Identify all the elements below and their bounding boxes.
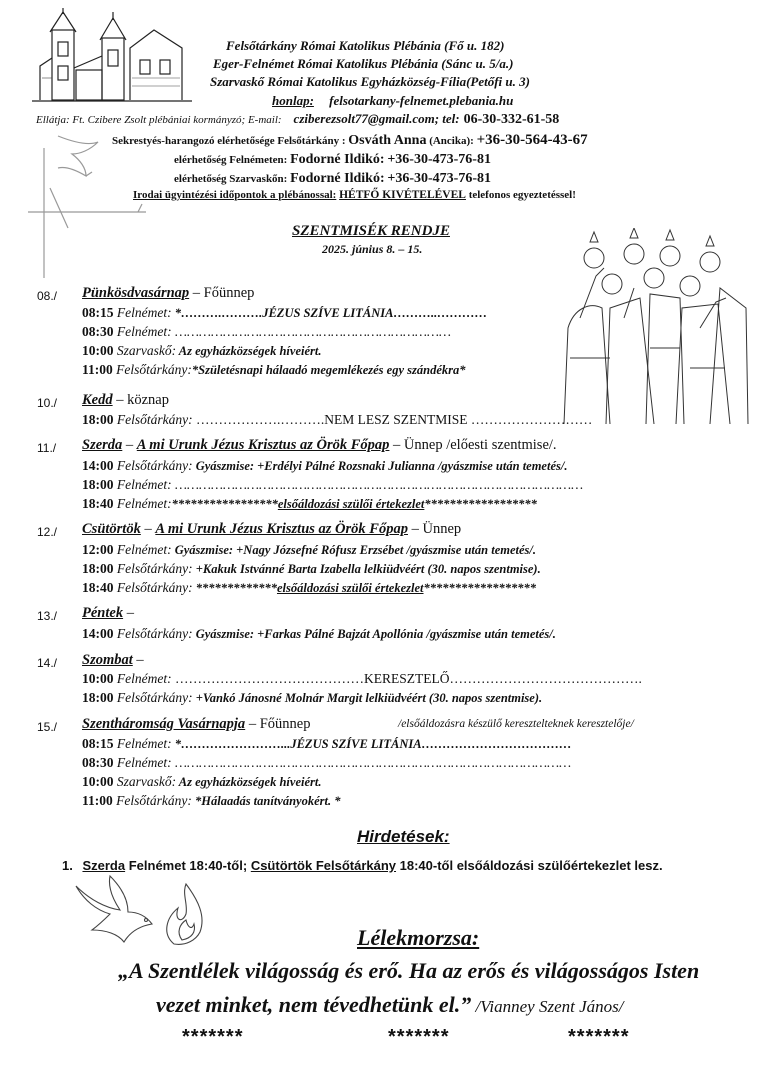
announcements-title: Hirdetések: [357, 827, 450, 846]
day-name: Péntek [82, 605, 124, 621]
day-name: Pünkösdvasárnap [82, 285, 190, 301]
mass-entry [82, 458, 567, 474]
mass-place: Felnémet: [113, 671, 172, 686]
sacristan-line [112, 132, 588, 149]
mass-intention: Gyászmise: +Farkas Pálné Bajzát Apollónia /gyászmise után temetés/. [192, 627, 556, 641]
day-rank: – [123, 605, 134, 621]
felnemet-contact-line [174, 152, 491, 168]
mass-intention: ……………………………………………………………………………………… [171, 755, 572, 770]
mass-place: Felnémet: [113, 736, 172, 751]
day-title [82, 521, 461, 538]
day-feast: A mi Urunk Jézus Krisztus az Örök Főpap [155, 521, 408, 537]
mass-time: 14:00 [82, 626, 114, 641]
phone-text: 06-30-332-61-58 [463, 112, 560, 127]
stars-divider: ******* [182, 1026, 244, 1048]
mass-place: Felnémet: [113, 755, 172, 770]
quote-text: vezet minket, nem tévedhetünk el.” [156, 992, 472, 1017]
day-title [82, 285, 254, 302]
day-rank: – köznap [112, 392, 169, 408]
announcement-item [62, 858, 663, 873]
day-name: Szentháromság Vasárnapja [82, 716, 246, 732]
day-name: Csütörtök [82, 521, 141, 537]
stars-divider: ******* [388, 1026, 450, 1048]
mass-time: 18:00 [82, 690, 114, 705]
mass-time: 18:00 [82, 412, 114, 427]
mass-intention: *……….……….JÉZUS SZÍVE LITÁNIA………..………… [171, 306, 488, 320]
office-hours-note: telefonos egyeztetéssel! [468, 189, 576, 201]
pentecost-apostles-illustration [550, 228, 750, 424]
baptism-note: /elsőáldozásra készülő keresztelteknek keresztelője/ [398, 718, 634, 730]
mass-intention: Gyászmise: +Nagy Józsefné Rófusz Erzsébet /gyászmise után temetés/. [171, 543, 536, 557]
mass-entry [82, 305, 487, 321]
mass-time: 11:00 [82, 362, 113, 377]
mass-stars: ****************** [424, 497, 537, 511]
mass-intention: ……………….……….NEM LESZ SZENTMISE ……………………… [192, 412, 593, 427]
parish-line-2: Eger-Felnémet Római Katolikus Plébánia (Sánc u. 5/a.) [213, 56, 514, 71]
mass-intention: *……………………...JÉZUS SZÍVE LITÁNIA……………………………… [171, 737, 572, 751]
sacristan-nickname: (Ancika): [429, 135, 474, 147]
day-rank: – Főünnep [245, 716, 311, 732]
parish-line-3: Szarvaskő Római Katolikus Egyházközség-Fília(Petőfi u. 3) [210, 74, 530, 89]
szarvasko-name: Fodorné Ildikó: [290, 171, 385, 186]
szarvasko-label: elérhetőség Szarvaskőn: [174, 173, 288, 185]
mass-entry [82, 362, 465, 378]
day-number: 10./ [37, 396, 58, 410]
email-text[interactable]: cziberezsolt77@gmail.com; tel: [293, 111, 460, 126]
quote-line-1: „A Szentlélek világosság és erő. Ha az erős és világosságos Isten [118, 958, 700, 983]
mass-stars: ***************** [171, 497, 278, 511]
mass-entry [82, 561, 541, 577]
day-feast: A mi Urunk Jézus Krisztus az Örök Főpap [136, 437, 390, 453]
office-hours-label: Irodai ügyintézési időpontok a plébánossal: [133, 189, 337, 201]
mass-time: 18:40 [82, 580, 114, 595]
day-number: 08./ [37, 289, 58, 303]
dove-cross-illustration [28, 128, 148, 278]
homepage-label: honlap: [272, 93, 314, 108]
mass-place: Szarvaskő: [113, 343, 177, 358]
mass-intention: ……………………………………KERESZTELŐ……………………………………. [171, 671, 642, 686]
mass-entry [82, 793, 341, 809]
mass-place: Felsőtárkány: [113, 690, 193, 705]
mass-place: Felsőtárkány: [113, 458, 193, 473]
mass-entry [82, 626, 556, 642]
mass-place: Felsőtárkány: [113, 580, 193, 595]
day-title [82, 716, 310, 733]
day-title [82, 605, 134, 622]
mass-time: 10:00 [82, 774, 114, 789]
day-rank: – [132, 652, 144, 668]
mass-entry [82, 542, 536, 558]
mass-place: Felnémet: [113, 542, 172, 557]
day-separator: – [122, 437, 137, 453]
day-number: 11./ [37, 441, 57, 455]
announcement-day-1: Szerda [82, 858, 126, 873]
day-title [82, 437, 557, 454]
mass-time: 18:40 [82, 496, 114, 511]
mass-time: 18:00 [82, 477, 114, 492]
sacristan-phone: +36-30-564-43-67 [476, 132, 588, 148]
mass-entry [82, 774, 321, 790]
mass-stars: ************* [192, 581, 277, 595]
quote-line-2 [156, 992, 623, 1018]
mass-entry [82, 690, 542, 706]
day-title [82, 392, 169, 409]
mass-place: Felsőtárkány: [113, 626, 193, 641]
sacristan-name: Osváth Anna [348, 133, 427, 148]
mass-time: 08:15 [82, 736, 114, 751]
mass-place: Felsőtárkány: [113, 412, 193, 427]
mass-time: 11:00 [82, 793, 113, 808]
mass-place: Felnémet: [113, 324, 172, 339]
felnemet-phone: +36-30-473-76-81 [387, 152, 491, 167]
soul-crumb-title: Lélekmorzsa: [357, 925, 480, 950]
homepage-line [272, 93, 513, 109]
day-rank: – Ünnep /előesti szentmise/. [389, 437, 557, 453]
schedule-dates: 2025. június 8. – 15. [322, 242, 423, 256]
mass-intention: elsőáldozási szülői értekezlet [277, 497, 425, 511]
mass-entry [82, 324, 451, 340]
mass-entry [82, 736, 572, 752]
day-number: 15./ [37, 720, 58, 734]
mass-intention: *Születésnapi hálaadó megemlékezés egy szándékra* [191, 363, 466, 377]
mass-entry [82, 496, 537, 512]
dove-flame-illustration [66, 874, 226, 954]
mass-time: 10:00 [82, 671, 114, 686]
day-rank: – Ünnep [407, 521, 462, 537]
mass-intention: +Vankó Jánosné Molnár Margit lelkiüdvéért (30. napos szentmise). [192, 691, 543, 705]
mass-time: 18:00 [82, 561, 114, 576]
mass-time: 10:00 [82, 343, 114, 358]
mass-intention: …………………………………………………………… [171, 324, 452, 339]
mass-time: 12:00 [82, 542, 114, 557]
felnemet-label: elérhetőség Felnémeten: [174, 154, 288, 166]
mass-place: Szarvaskő: [113, 774, 177, 789]
mass-entry [82, 477, 583, 493]
mass-entry [82, 343, 321, 359]
mass-intention: Az egyházközségek híveiért. [176, 775, 322, 789]
mass-time: 14:00 [82, 458, 114, 473]
announcement-text-1: Felnémet 18:40-től; [125, 858, 251, 873]
sacristan-label: Sekrestyés-harangozó elérhetősége Felsőtárkány : [112, 135, 346, 147]
mass-place: Felsőtárkány: [112, 793, 192, 808]
mass-stars: ****************** [423, 581, 537, 595]
mass-place: Felnémet: [113, 496, 172, 511]
schedule-title: SZENTMISÉK RENDJE [292, 223, 450, 239]
mass-time: 08:30 [82, 324, 114, 339]
day-separator: – [140, 521, 156, 537]
mass-entry [82, 755, 571, 771]
mass-place: Felnémet: [113, 477, 172, 492]
mass-place: Felsőtárkány: [112, 362, 192, 377]
mass-time: 08:30 [82, 755, 114, 770]
church-illustration [32, 8, 192, 108]
announcement-text-2: 18:40-től elsőáldozási szülőértekezlet lesz. [396, 858, 663, 873]
quote-author: /Vianney Szent János/ [471, 997, 624, 1016]
mass-entry [82, 580, 536, 596]
mass-intention: ………………………………………………………………………………………… [171, 477, 584, 492]
day-number: 12./ [37, 525, 58, 539]
day-name: Szerda [82, 437, 123, 453]
day-name: Kedd [82, 392, 113, 408]
mass-time: 08:15 [82, 305, 114, 320]
office-hours-exception: HÉTFŐ KIVÉTELÉVEL [339, 189, 466, 201]
mass-intention: +Kakuk Istvánné Barta Izabella lelkiüdvéért (30. napos szentmise). [192, 562, 541, 576]
mass-intention: Az egyházközségek híveiért. [176, 344, 322, 358]
day-name: Szombat [82, 652, 133, 668]
szarvasko-contact-line [174, 171, 491, 187]
day-number: 13./ [37, 609, 58, 623]
day-title [82, 652, 144, 669]
contact-line [36, 110, 559, 128]
parish-line-1: Felsőtárkány Római Katolikus Plébánia (Fő u. 182) [226, 38, 505, 53]
mass-place: Felnémet: [113, 305, 172, 320]
mass-entry [82, 671, 642, 687]
day-rank: – Főünnep [189, 285, 255, 301]
day-number: 14./ [37, 656, 58, 670]
homepage-url[interactable]: felsotarkany-felnemet.plebania.hu [329, 93, 514, 108]
administrator-text: Ellátja: Ft. Czibere Zsolt plébániai kormányzó; E-mail: [36, 114, 282, 126]
announcement-number: 1. [62, 858, 73, 873]
felnemet-name: Fodorné Ildikó: [290, 152, 385, 167]
mass-place: Felsőtárkány: [113, 561, 193, 576]
mass-entry [82, 412, 592, 428]
szarvasko-phone: +36-30-473-76-81 [387, 171, 491, 186]
office-hours-line [133, 189, 576, 201]
stars-divider: ******* [568, 1026, 630, 1048]
announcement-day-2: Csütörtök Felsőtárkány [250, 858, 397, 873]
mass-intention: Gyászmise: +Erdélyi Pálné Rozsnaki Julianna /gyászmise után temetés/. [192, 459, 568, 473]
mass-intention: elsőáldozási szülői értekezlet [276, 581, 424, 595]
mass-intention: *Hálaadás tanítványokért. * [191, 794, 341, 808]
